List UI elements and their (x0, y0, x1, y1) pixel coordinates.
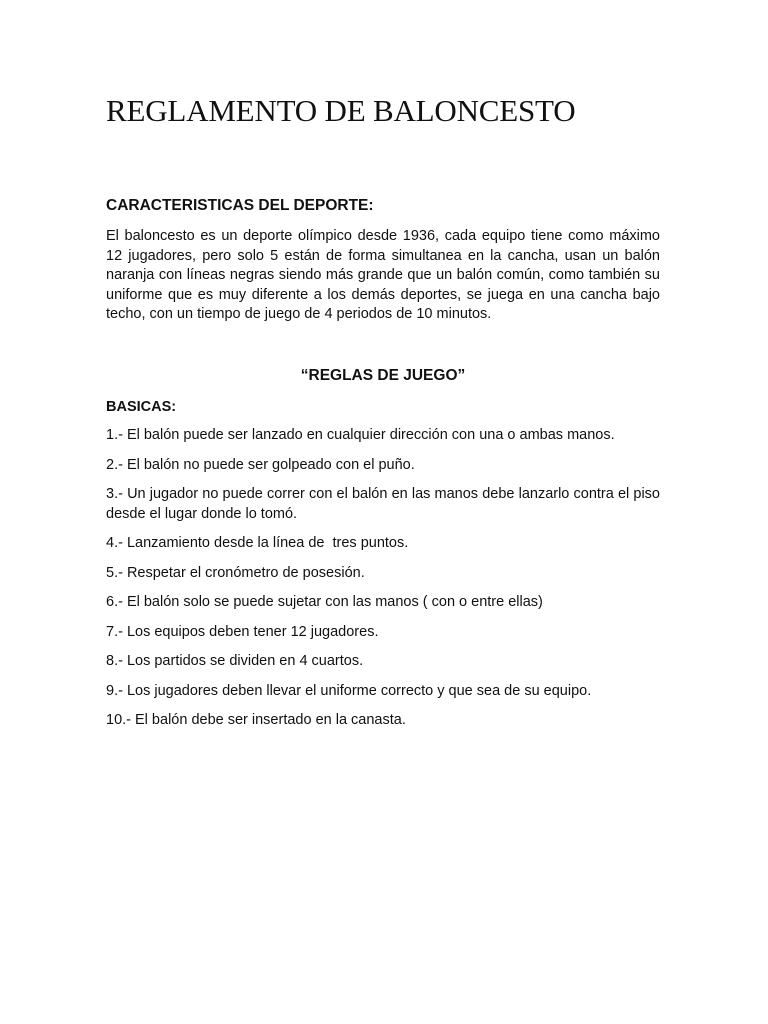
rule-item: 5.- Respetar el cronómetro de posesión. (106, 564, 365, 581)
rules-heading: “REGLAS DE JUEGO” (300, 367, 466, 384)
rule-item: 3.- Un jugador no puede correr con el balón en las manos debe lanzarlo contra el piso desde el lugar donde lo tomó. (106, 486, 660, 522)
rule-item: 4.- Lanzamiento desde la línea de tres puntos. (106, 535, 409, 551)
rule-item: 10.- El balón debe ser insertado en la canasta. (106, 712, 406, 728)
rule-item: 1.- El balón puede ser lanzado en cualquier dirección con una o ambas manos. (106, 427, 615, 443)
section-heading: CARACTERISTICAS DEL DEPORTE: (106, 197, 374, 214)
document-title: REGLAMENTO DE BALONCESTO (106, 93, 576, 128)
rule-item: 9.- Los jugadores deben llevar el uniforme correcto y que sea de su equipo. (106, 682, 592, 699)
rule-item: 8.- Los partidos se dividen en 4 cuartos. (106, 653, 364, 669)
intro-paragraph: El baloncesto es un deporte olímpico desde 1936, cada equipo tiene como máximo 12 jugadores, pero solo 5 están de forma simultanea en la cancha, usan un balón naranja con líneas negras siendo más grande que un balón común, como también su uniforme que es muy diferente a los demás deportes, se juega en una cancha bajo techo, con un tiempo de juego de 4 periodos de 10 minutos. (106, 228, 660, 322)
rule-item: 7.- Los equipos deben tener 12 jugadores. (106, 623, 379, 640)
basics-subheading: BASICAS: (106, 399, 177, 415)
rule-item: 6.- El balón solo se puede sujetar con las manos ( con o entre ellas) (106, 594, 543, 610)
rules-list (106, 426, 660, 741)
rule-item: 2.- El balón no puede ser golpeado con el puño. (106, 456, 415, 473)
